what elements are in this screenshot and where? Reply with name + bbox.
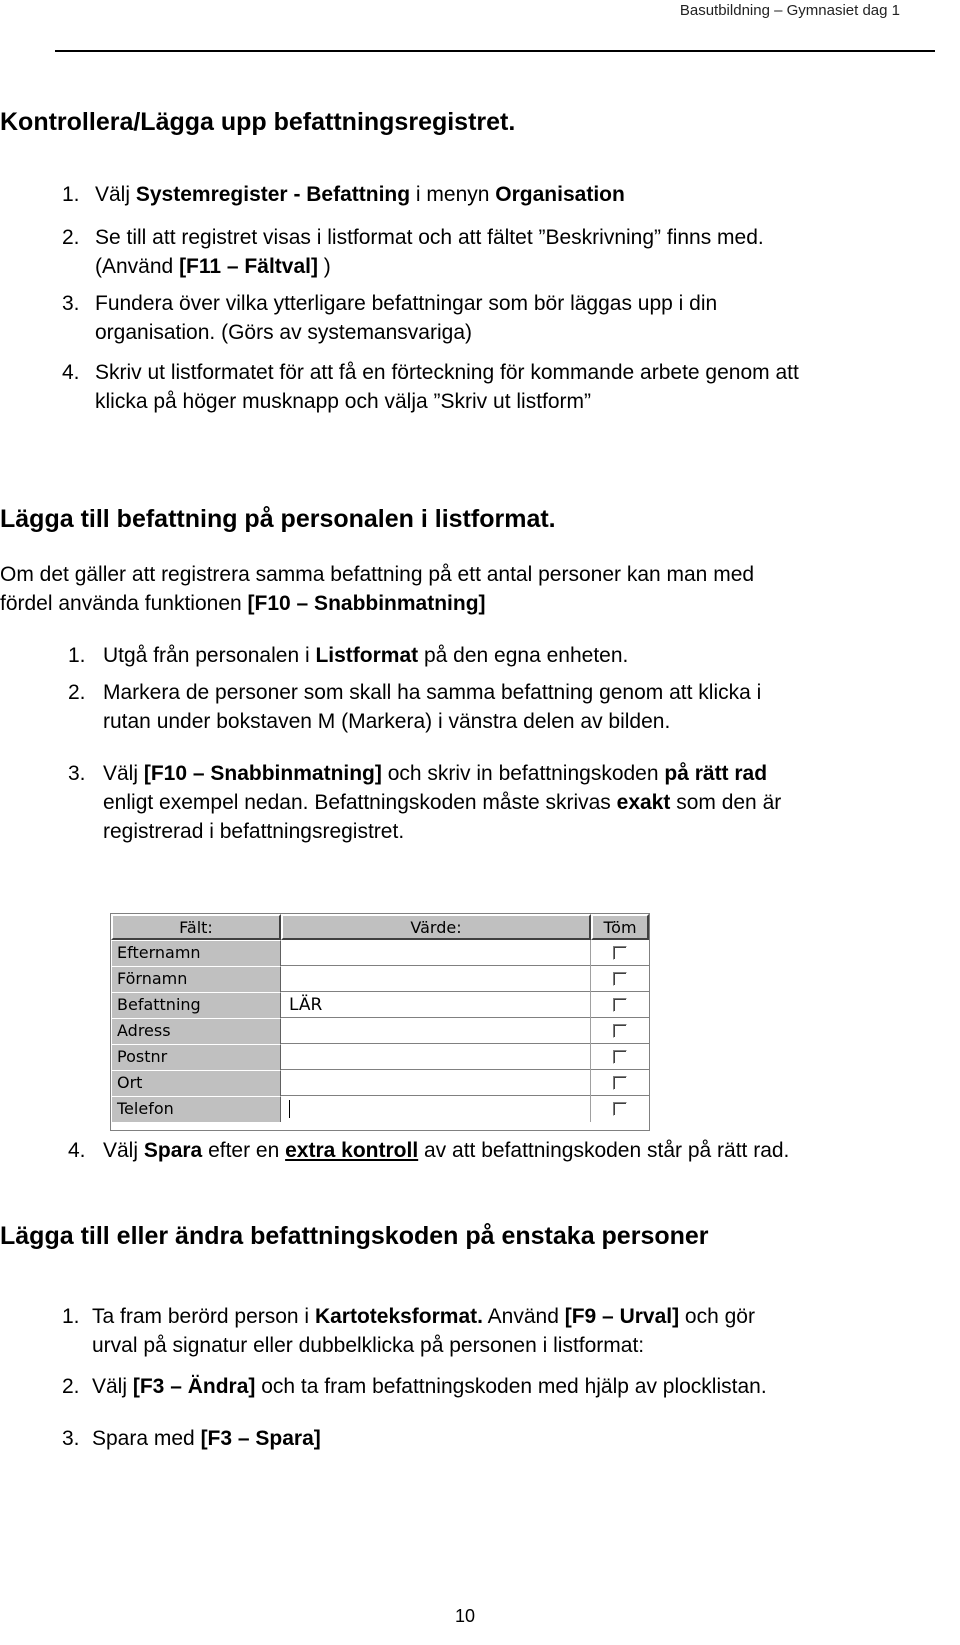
s2-item4-text: Välj Spara efter en extra kontroll av att befattningskoden står på rätt rad. xyxy=(103,1139,790,1162)
snabbinmatning-grid xyxy=(110,913,650,1131)
section1-heading: Kontrollera/Lägga upp befattningsregistret. xyxy=(0,108,516,136)
page-number: 10 xyxy=(455,1606,476,1626)
s2-item3-line3: registrerad i befattningsregistret. xyxy=(103,820,405,843)
tom-checkbox[interactable] xyxy=(613,946,627,960)
field-label: Telefon xyxy=(111,1096,281,1122)
tom-checkbox[interactable] xyxy=(613,1076,627,1090)
s1-item2-num: 2. xyxy=(62,226,80,249)
s3-item2-text: Välj [F3 – Ändra] och ta fram befattningskoden med hjälp av plocklistan. xyxy=(92,1375,767,1398)
value-input[interactable] xyxy=(281,1070,591,1096)
s3-item3-num: 3. xyxy=(62,1427,80,1450)
grid-row-postnr xyxy=(111,1044,649,1070)
text-cursor xyxy=(289,1100,290,1118)
s1-item3-line1: Fundera över vilka ytterligare befattningar som bör läggas upp i din xyxy=(95,292,718,315)
s1-item1-num: 1. xyxy=(62,183,80,206)
s2-item1-text: Utgå från personalen i Listformat på den egna enheten. xyxy=(103,644,629,667)
grid-header-row xyxy=(111,914,649,940)
grid-header-value[interactable]: Värde: xyxy=(281,914,591,940)
s2-item2-line2: rutan under bokstaven M (Markera) i vänstra delen av bilden. xyxy=(103,710,671,733)
grid-row-telefon xyxy=(111,1096,649,1122)
s3-item3-text: Spara med [F3 – Spara] xyxy=(92,1427,321,1450)
s3-item1-line2: urval på signatur eller dubbelklicka på personen i listformat: xyxy=(92,1334,645,1357)
s2-item2-line1: Markera de personer som skall ha samma befattning genom att klicka i xyxy=(103,681,762,704)
section2-heading: Lägga till befattning på personalen i listformat. xyxy=(0,505,556,533)
header-rule xyxy=(55,50,935,52)
tom-checkbox[interactable] xyxy=(613,1102,627,1116)
field-label: Postnr xyxy=(111,1044,281,1070)
grid-row-ort xyxy=(111,1070,649,1096)
value-input[interactable] xyxy=(281,940,591,966)
field-label: Befattning xyxy=(111,992,281,1018)
s3-item1-num: 1. xyxy=(62,1305,80,1328)
s2-item3-line2: enligt exempel nedan. Befattningskoden måste skrivas exakt som den är xyxy=(103,791,782,814)
s3-item1-line1: Ta fram berörd person i Kartoteksformat. Använd [F9 – Urval] och gör xyxy=(92,1305,755,1328)
s1-item4-line1: Skriv ut listformatet för att få en förteckning för kommande arbete genom att xyxy=(95,361,799,384)
field-label: Adress xyxy=(111,1018,281,1044)
tom-checkbox[interactable] xyxy=(613,998,627,1012)
grid-header-field[interactable]: Fält: xyxy=(111,914,281,940)
running-header: Basutbildning – Gymnasiet dag 1 xyxy=(679,2,900,19)
s1-item4-num: 4. xyxy=(62,361,80,384)
s1-item2-line1: Se till att registret visas i listformat och att fältet ”Beskrivning” finns med. xyxy=(95,226,764,249)
grid-row-efternamn xyxy=(111,940,649,966)
s1-item3-num: 3. xyxy=(62,292,80,315)
grid-row-fornamn xyxy=(111,966,649,992)
tom-checkbox[interactable] xyxy=(613,972,627,986)
value-input[interactable] xyxy=(281,1018,591,1044)
field-label: Förnamn xyxy=(111,966,281,992)
value-input[interactable] xyxy=(281,1096,591,1122)
s2-item2-num: 2. xyxy=(68,681,86,704)
s2-intro-line2: fördel använda funktionen [F10 – Snabbinmatning] xyxy=(0,592,486,615)
s1-item2-line2: (Använd [F11 – Fältval] ) xyxy=(95,255,331,278)
grid-row-befattning xyxy=(111,992,649,1018)
s2-item1-num: 1. xyxy=(68,644,86,667)
s2-item3-num: 3. xyxy=(68,762,86,785)
tom-checkbox[interactable] xyxy=(613,1024,627,1038)
tom-checkbox[interactable] xyxy=(613,1050,627,1064)
s1-item4-line2: klicka på höger musknapp och välja ”Skriv ut listform” xyxy=(95,390,592,413)
value-input[interactable] xyxy=(281,1044,591,1070)
s2-item3-line1: Välj [F10 – Snabbinmatning] och skriv in befattningskoden på rätt rad xyxy=(103,762,768,785)
field-label: Efternamn xyxy=(111,940,281,966)
s2-intro-line1: Om det gäller att registrera samma befattning på ett antal personer kan man med xyxy=(0,563,755,586)
grid-row-adress xyxy=(111,1018,649,1044)
field-label: Ort xyxy=(111,1070,281,1096)
s3-item2-num: 2. xyxy=(62,1375,80,1398)
value-input[interactable] xyxy=(281,966,591,992)
s1-item3-line2: organisation. (Görs av systemansvariga) xyxy=(95,321,472,344)
section3-heading: Lägga till eller ändra befattningskoden på enstaka personer xyxy=(0,1222,709,1250)
s2-item4-num: 4. xyxy=(68,1139,86,1162)
value-input[interactable]: LÄR xyxy=(281,992,591,1018)
grid-header-tom[interactable]: Töm xyxy=(591,914,649,940)
s1-item1-text: Välj Systemregister - Befattning i menyn Organisation xyxy=(95,183,625,206)
